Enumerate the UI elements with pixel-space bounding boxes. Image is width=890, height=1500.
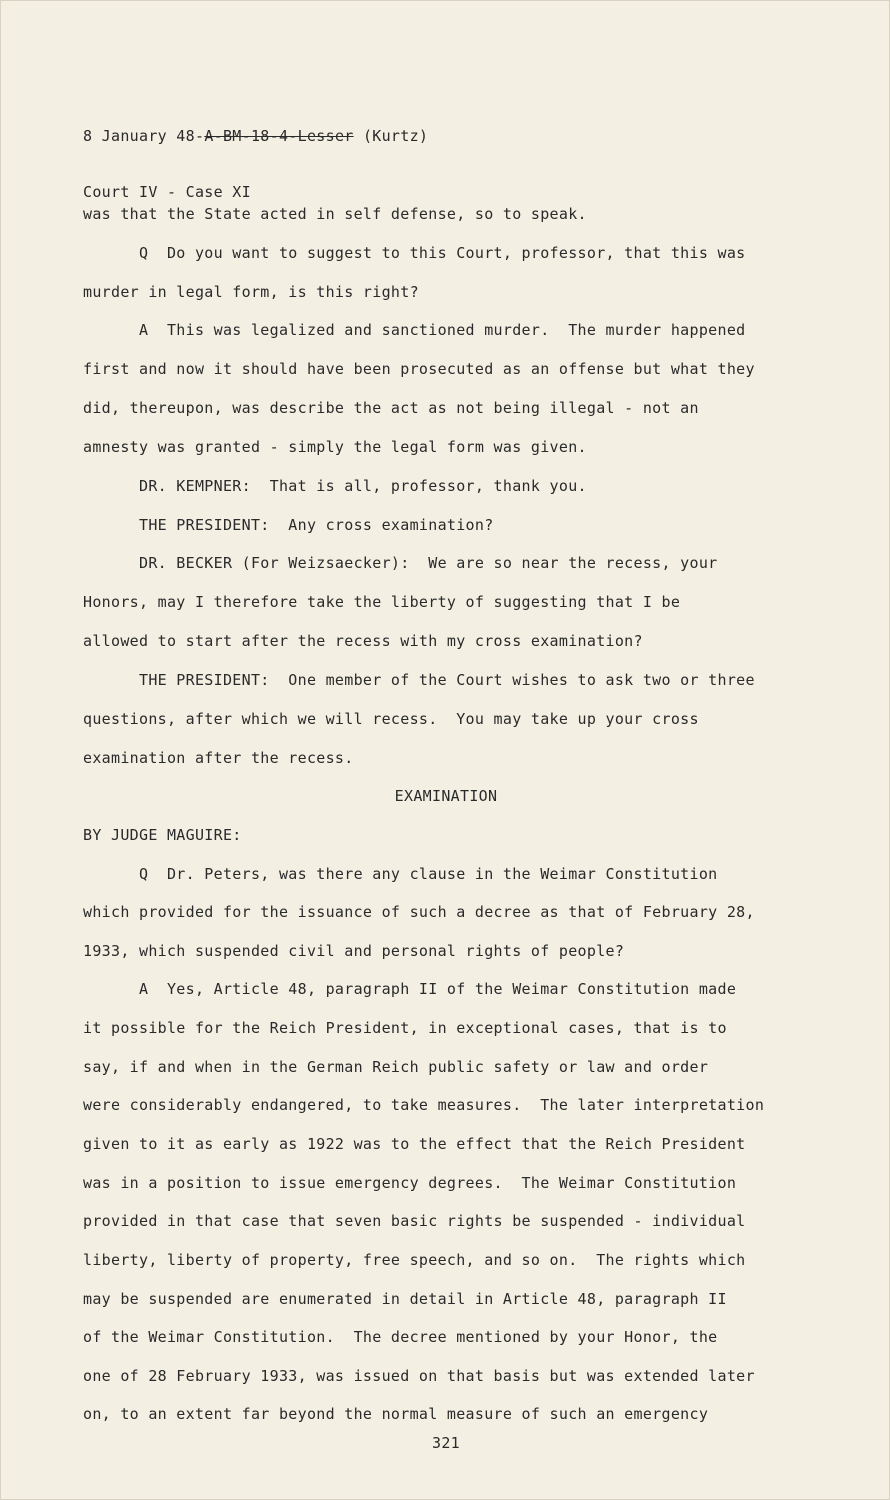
text-line: may be suspended are enumerated in detail in Article 48, paragraph II: [83, 1290, 727, 1308]
text-line: examination after the recess.: [83, 749, 354, 767]
text-line: DR. BECKER (For Weizsaecker): We are so near the recess, your: [83, 554, 718, 572]
text-line: given to it as early as 1922 was to the effect that the Reich President: [83, 1135, 746, 1153]
header-line-2: Court IV - Case XI: [83, 183, 251, 201]
text-line: DR. KEMPNER: That is all, professor, thank you.: [83, 477, 587, 495]
section-heading: EXAMINATION: [394, 787, 498, 805]
text-line: say, if and when in the German Reich public safety or law and order: [83, 1058, 709, 1076]
text-line: was in a position to issue emergency degrees. The Weimar Constitution: [83, 1174, 737, 1192]
page-number: 321: [432, 1434, 460, 1452]
text-line: THE PRESIDENT: One member of the Court wishes to ask two or three: [83, 671, 755, 689]
text-line: one of 28 February 1933, was issued on that basis but was extended later: [83, 1367, 755, 1385]
text-line: did, thereupon, was describe the act as not being illegal - not an: [83, 399, 699, 417]
header-struck-text: A-BM-18-4-Lesser: [204, 127, 354, 145]
text-line: A This was legalized and sanctioned murder. The murder happened: [83, 321, 746, 339]
text-line: was that the State acted in self defense, so to speak.: [83, 205, 587, 223]
header-name-suffix: (Kurtz): [353, 127, 429, 145]
text-line: of the Weimar Constitution. The decree mentioned by your Honor, the: [83, 1328, 718, 1346]
text-line: which provided for the issuance of such a decree as that of February 28,: [83, 903, 755, 921]
text-line: A Yes, Article 48, paragraph II of the Weimar Constitution made: [83, 980, 737, 998]
text-line: Honors, may I therefore take the liberty of suggesting that I be: [83, 593, 681, 611]
text-line: allowed to start after the recess with my cross examination?: [83, 632, 643, 650]
text-line: it possible for the Reich President, in exceptional cases, that is to: [83, 1019, 727, 1037]
header-date-prefix: 8 January 48-: [83, 127, 205, 145]
text-line: amnesty was granted - simply the legal form was given.: [83, 438, 587, 456]
text-line: murder in legal form, is this right?: [83, 283, 419, 301]
text-line: provided in that case that seven basic rights be suspended - individual: [83, 1212, 746, 1230]
text-line: questions, after which we will recess. You may take up your cross: [83, 710, 699, 728]
text-line: on, to an extent far beyond the normal measure of such an emergency: [83, 1405, 709, 1423]
header-line-1: [83, 127, 428, 147]
text-line: liberty, liberty of property, free speech, and so on. The rights which: [83, 1251, 746, 1269]
text-line: 1933, which suspended civil and personal rights of people?: [83, 942, 625, 960]
text-line: were considerably endangered, to take measures. The later interpretation: [83, 1096, 765, 1114]
text-line: first and now it should have been prosecuted as an offense but what they: [83, 360, 755, 378]
text-line: THE PRESIDENT: Any cross examination?: [83, 516, 494, 534]
text-line: Q Dr. Peters, was there any clause in the Weimar Constitution: [83, 865, 718, 883]
text-line: Q Do you want to suggest to this Court, professor, that this was: [83, 244, 746, 262]
examiner-line: BY JUDGE MAGUIRE:: [83, 826, 242, 844]
